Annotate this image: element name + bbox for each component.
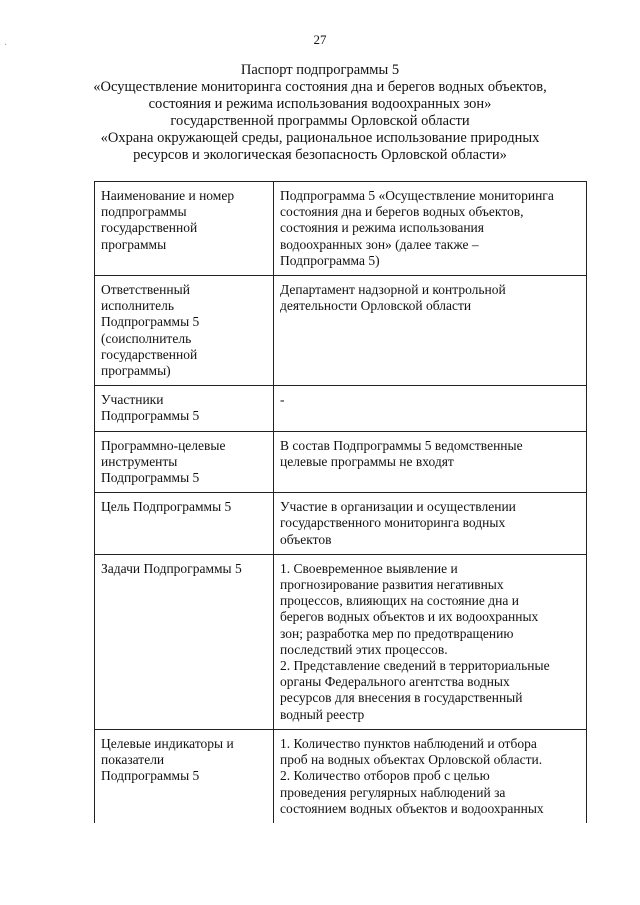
cell-text-line: проб на водных объектах Орловской области. [280,752,543,768]
field-name-cell [95,276,274,386]
cell-text-line: Цель Подпрограммы 5 [101,499,232,515]
cell-text-line: инструменты [101,453,178,469]
cell-text-line: исполнитель [101,298,174,314]
table-row [95,386,587,431]
field-name-cell [95,493,274,555]
cell-text-line: процессов, влияющих на состояние дна и [280,593,519,609]
title-line: государственной программы Орловской области [170,113,470,129]
field-name-cell [95,431,274,493]
table-row [95,431,587,493]
cell-text-line: Подпрограммы 5 [101,470,200,486]
field-name-cell [95,182,274,276]
field-value-cell [274,493,587,555]
cell-text-line: состояния дна и берегов водных объектов, [280,204,524,220]
cell-text-line: Участники [101,392,164,408]
cell-text-line: Департамент надзорной и контрольной [280,282,506,298]
title-line: состояния и режима использования водоохранных зон» [148,96,492,112]
field-name-cell [95,554,274,729]
cell-text-line: Подпрограммы 5 [101,768,200,784]
cell-text-line: объектов [280,531,332,547]
cell-text-line: 1. Количество пунктов наблюдений и отбора [280,735,537,751]
cell-text-line: программы) [101,363,171,379]
cell-text-line: Подпрограммы 5 [101,314,200,330]
field-value-cell [274,386,587,431]
field-value-cell [274,276,587,386]
title-line: «Охрана окружающей среды, рациональное использование природных [100,130,540,146]
cell-text-line: органы Федерального агентства водных [280,674,510,690]
cell-text-line: Целевые индикаторы и [101,735,234,751]
cell-text-line: государственной [101,346,198,362]
cell-text-line: водный реестр [280,706,365,722]
cell-text-line: Ответственный [101,282,190,298]
cell-text-line: проведения регулярных наблюдений за [280,784,506,800]
table-row [95,729,587,823]
field-value-cell [274,729,587,823]
scan-speck: · [4,40,8,51]
cell-text-line: целевые программы не входят [280,453,454,469]
cell-text-line: Участие в организации и осуществлении [280,499,516,515]
title-line: «Осуществление мониторинга состояния дна и берегов водных объектов, [93,79,547,95]
cell-text-line: деятельности Орловской области [280,298,472,314]
cell-text-line: государственной [101,220,198,236]
cell-text-line: последствий этих процессов. [280,641,448,657]
field-value-cell [274,431,587,493]
cell-text-line: 2. Представление сведений в территориальные [280,658,550,674]
field-name-cell [95,729,274,823]
table-row [95,182,587,276]
cell-text-line: водоохранных зон» (далее также – [280,236,479,252]
table-row [95,554,587,729]
title-line: ресурсов и экологическая безопасность Орловской области» [133,147,507,163]
passport-title [60,62,580,164]
cell-text-line: Подпрограмма 5) [280,252,380,268]
field-value-cell [274,554,587,729]
cell-text-line: состоянием водных объектов и водоохранных [280,800,544,816]
passport-table [94,181,587,823]
cell-text-line: Подпрограмма 5 «Осуществление мониторинга [280,188,554,203]
cell-text-line: В состав Подпрограммы 5 ведомственные [280,437,523,453]
cell-text-line: подпрограммы [101,204,187,220]
passport-table-body [95,182,587,823]
field-value-cell [274,182,587,276]
field-name-cell [95,386,274,431]
cell-text-line: состояния и режима использования [280,220,484,236]
table-row [95,276,587,386]
cell-text-line: зон; разработка мер по предотвращению [280,625,514,641]
cell-text-line: Задачи Подпрограммы 5 [101,560,242,576]
cell-text-line: ресурсов для внесения в государственный [280,690,523,706]
cell-text-line: Наименование и номер [101,188,235,203]
cell-text-line: показатели [101,752,165,768]
cell-text-line: - [280,392,285,408]
cell-text-line: прогнозирование развития негативных [280,577,504,593]
title-line: Паспорт подпрограммы 5 [240,62,400,78]
cell-text-line: 1. Своевременное выявление и [280,560,458,576]
cell-text-line: государственного мониторинга водных [280,515,506,531]
cell-text-line: берегов водных объектов и их водоохранных [280,609,539,625]
table-row [95,493,587,555]
page-number: 27 [313,32,327,47]
cell-text-line: 2. Количество отборов проб с целью [280,768,490,784]
cell-text-line: программы [101,236,167,252]
cell-text-line: Подпрограммы 5 [101,408,200,424]
cell-text-line: (соисполнитель [101,330,192,346]
cell-text-line: Программно-целевые [101,437,226,453]
